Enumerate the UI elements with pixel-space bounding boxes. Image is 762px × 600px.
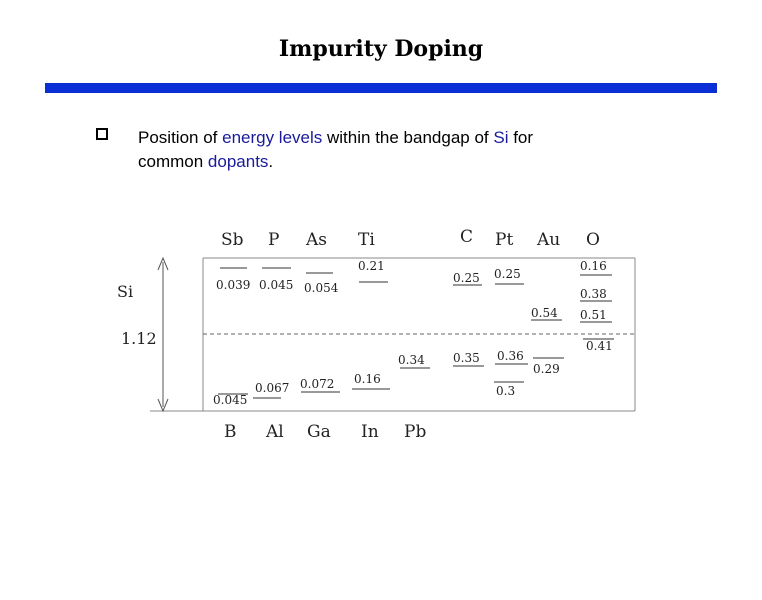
level-value-pt-bottom-2: 0.3 [496, 384, 516, 398]
level-value-o-bottom: 0.41 [586, 339, 613, 353]
level-value-c-top: 0.25 [453, 271, 480, 285]
level-value-au-bottom: 0.29 [533, 362, 560, 376]
level-value-sb: 0.039 [216, 278, 251, 292]
highlight-si: Si [493, 128, 509, 147]
text-fragment: for [508, 128, 534, 147]
level-value-al: 0.067 [255, 381, 290, 395]
level-value-o-1: 0.16 [580, 259, 607, 273]
element-label-as: As [306, 230, 328, 250]
level-value-in: 0.16 [354, 372, 381, 386]
level-value-pt-top: 0.25 [494, 267, 521, 281]
text-fragment: common [138, 152, 208, 171]
text-fragment: within the bandgap of [322, 128, 494, 147]
element-label-pb: Pb [404, 422, 427, 442]
semiconductor-label: Si [117, 282, 134, 301]
level-value-pb: 0.34 [398, 353, 425, 367]
element-label-ti: Ti [358, 230, 375, 250]
level-value-au-top: 0.54 [531, 306, 558, 320]
highlight-dopants: dopants [207, 152, 269, 171]
level-value-c-bottom: 0.35 [453, 351, 480, 365]
text-fragment: . [268, 152, 274, 171]
element-label-sb: Sb [221, 230, 244, 250]
level-value-ga: 0.072 [300, 377, 335, 391]
level-value-ti: 0.21 [358, 259, 385, 273]
level-value-p: 0.045 [259, 278, 294, 292]
level-value-o-3: 0.51 [580, 308, 607, 322]
element-label-o-top: O [586, 230, 600, 250]
element-label-c-top: C [460, 227, 474, 247]
element-label-pt-top: Pt [495, 230, 514, 250]
element-label-ga: Ga [307, 422, 331, 442]
level-value-pt-bottom-1: 0.36 [497, 349, 524, 363]
element-label-al: Al [266, 422, 284, 442]
bandgap-value-label: 1.12 [121, 329, 157, 348]
slide-title: Impurity Doping [278, 36, 484, 62]
level-value-as: 0.054 [304, 281, 339, 295]
level-value-b: 0.045 [213, 393, 248, 407]
element-label-au-top: Au [537, 230, 561, 250]
text-fragment: Position of [138, 128, 223, 147]
element-label-b: B [224, 422, 237, 442]
element-label-p: P [268, 230, 280, 250]
element-label-in: In [361, 422, 379, 442]
highlight-energy-levels: energy levels [222, 128, 323, 147]
level-value-o-2: 0.38 [580, 287, 607, 301]
